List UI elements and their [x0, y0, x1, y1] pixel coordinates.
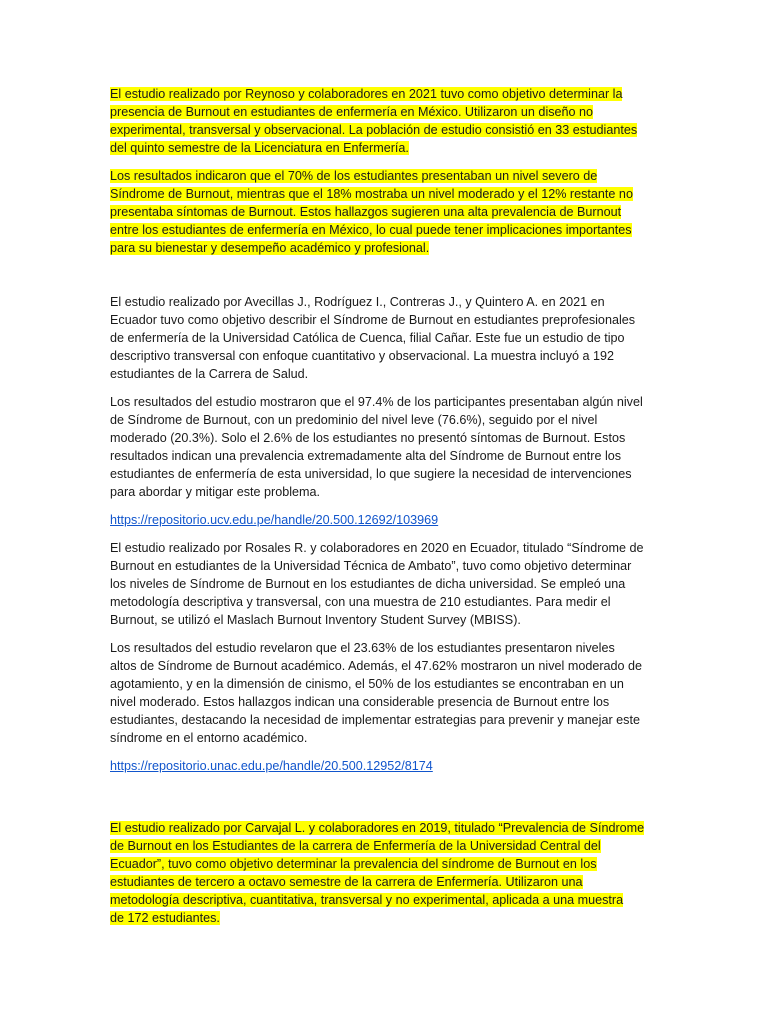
- document-page: [110, 85, 660, 937]
- repository-link-ucv[interactable]: https://repositorio.ucv.edu.pe/handle/20.500.12692/103969: [110, 513, 439, 527]
- paragraph-rosales-results: Los resultados del estudio revelaron que el 23.63% de los estudiantes presentaron niveles altos de Síndrome de Burnout académico. Además, el 47.62% mostraron un nivel moderado de agotamiento, y en la dimensión de cinismo, el 50% de los estudiantes se encontraban en un nivel moderado. Estos hallazgos indican una considerable presencia de Burnout entre los estudiantes, destacando la necesidad de implementar estrategias para prevenir y manejar este síndrome en el entorno académico.: [110, 641, 643, 745]
- repository-link-unac[interactable]: https://repositorio.unac.edu.pe/handle/20.500.12952/8174: [110, 759, 433, 773]
- highlighted-text: Los resultados indicaron que el 70% de los estudiantes presentaban un nivel severo de Síndrome de Burnout, mientras que el 18% mostraba un nivel moderado y el 12% restante no presentaba síntomas de Burnout. Estos hallazgos sugieren una alta prevalencia de Burnout entre los estudiantes de enfermería en México, lo cual puede tener implicaciones importantes para su bienestar y desempeño académico y profesional.: [110, 169, 633, 255]
- blank-line: [110, 267, 660, 293]
- highlighted-text: El estudio realizado por Reynoso y colaboradores en 2021 tuvo como objetivo determinar la presencia de Burnout en estudiantes de enfermería en México. Utilizaron un diseño no experimental, transversal y observacional. La población de estudio consistió en 33 estudiantes del quinto semestre de la Licenciatura en Enfermería.: [110, 87, 638, 155]
- paragraph-avecillas-intro: El estudio realizado por Avecillas J., Rodríguez I., Contreras J., y Quintero A. en 2021 en Ecuador tuvo como objetivo describir el Síndrome de Burnout en estudiantes preprofesionales de enfermería de la Universidad Católica de Cuenca, filial Cañar. Este fue un estudio de tipo descriptivo transversal con enfoque cuantitativo y observacional. La muestra incluyó a 192 estudiantes de la Carrera de Salud.: [110, 295, 636, 381]
- paragraph-rosales-intro: El estudio realizado por Rosales R. y colaboradores en 2020 en Ecuador, titulado “Síndrome de Burnout en estudiantes de la Universidad Técnica de Ambato”, tuvo como objetivo determinar los niveles de Síndrome de Burnout en los estudiantes de dicha universidad. Se empleó una metodología descriptiva y transversal, con una muestra de 210 estudiantes. Para medir el Burnout, se utilizó el Maslach Burnout Inventory Student Survey (MBISS).: [110, 541, 644, 627]
- paragraph-carvajal-intro: [110, 819, 660, 927]
- paragraph-reynoso-intro: [110, 85, 660, 157]
- paragraph-reynoso-results: [110, 167, 660, 257]
- link-paragraph: [110, 511, 660, 529]
- highlighted-text: El estudio realizado por Carvajal L. y colaboradores en 2019, titulado “Prevalencia de Síndrome de Burnout en los Estudiantes de la carrera de Enfermería de la Universidad Central del Ecuador”, tuvo como objetivo determinar la prevalencia del síndrome de Burnout en los estudiantes de tercero a octavo semestre de la carrera de Enfermería. Utilizaron una metodología descriptiva, cuantitativa, transversal y no experimental, aplicada a una muestra de 172 estudiantes.: [110, 821, 645, 925]
- blank-line: [110, 785, 660, 819]
- link-paragraph: [110, 757, 660, 775]
- paragraph-avecillas-results: Los resultados del estudio mostraron que el 97.4% de los participantes presentaban algún nivel de Síndrome de Burnout, con un predominio del nivel leve (76.6%), seguido por el nivel moderado (20.3%). Solo el 2.6% de los estudiantes no presentó síntomas de Burnout. Estos resultados indican una prevalencia extremadamente alta del Síndrome de Burnout entre los estudiantes de enfermería de esta universidad, lo que sugiere la necesidad de intervenciones para abordar y mitigar este problema.: [110, 395, 643, 499]
